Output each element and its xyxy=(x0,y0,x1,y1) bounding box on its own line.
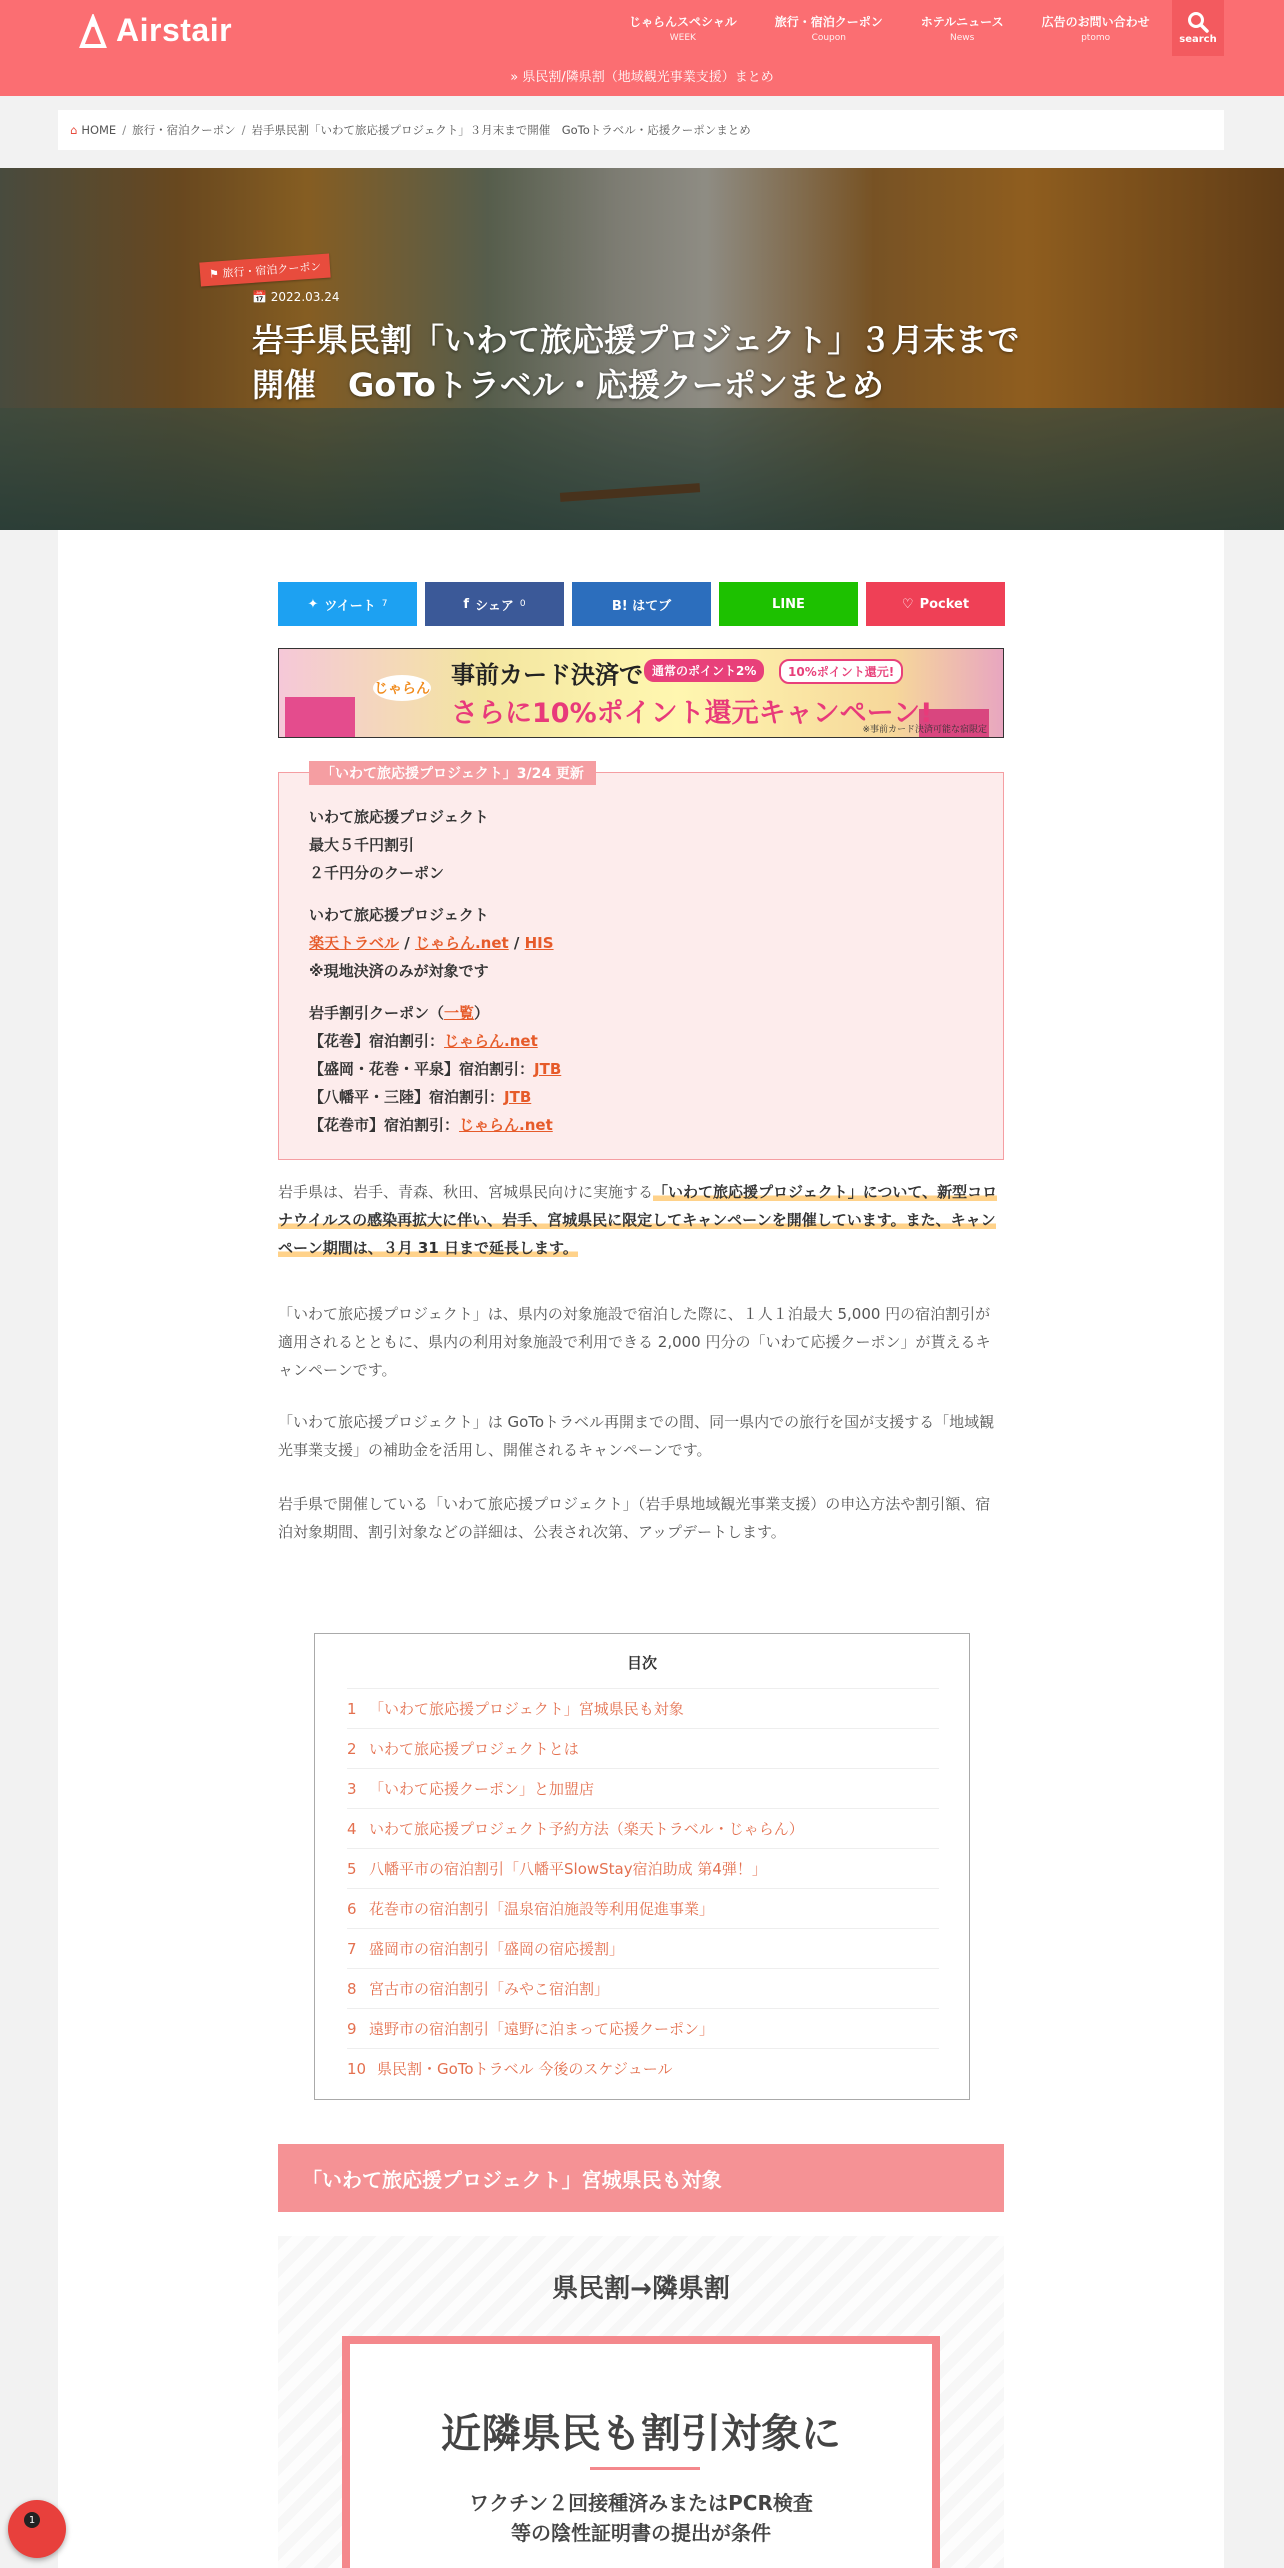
toc-text: 遠野市の宿泊割引「遠野に泊まって応援クーポン」 xyxy=(369,2020,715,2038)
hanamaki-city-jalan-link[interactable]: じゃらん.net xyxy=(459,1116,553,1134)
banner-note: ※事前カード決済可能な宿限定 xyxy=(862,725,987,735)
nav-item-ad-contact[interactable] xyxy=(1023,0,1169,56)
toc-item[interactable] xyxy=(347,1768,939,1808)
nav-label: 広告のお問い合わせ xyxy=(1041,15,1150,29)
paragraph-text: 岩手県は、岩手、青森、秋田、宮城県民向けに実施する xyxy=(278,1183,654,1201)
toc-number: 2 xyxy=(347,1739,357,1758)
search-label: search xyxy=(1179,34,1217,45)
toc-item[interactable] xyxy=(347,1728,939,1768)
toc-list xyxy=(347,1688,939,2088)
toc-item[interactable] xyxy=(347,1928,939,1968)
toc-number: 9 xyxy=(347,2019,357,2038)
toc-number: 8 xyxy=(347,1979,357,1998)
notice-text: 【盛岡・花巻・平泉】宿泊割引： xyxy=(309,1060,535,1078)
rakuten-travel-link[interactable]: 楽天トラベル xyxy=(309,934,400,952)
toc-number: 5 xyxy=(347,1859,357,1878)
notice-text: 最大５千円割引 xyxy=(309,836,415,854)
toc-number: 1 xyxy=(347,1699,357,1718)
section-heading: 「いわて旅応援プロジェクト」宮城県民も対象 xyxy=(278,2144,1004,2212)
main-nav xyxy=(610,0,1169,56)
breadcrumb-category[interactable]: 旅行・宿泊クーポン xyxy=(132,123,236,137)
toc-number: 3 xyxy=(347,1779,357,1798)
toc-text: 八幡平市の宿泊割引「八幡平SlowStay宿泊助成 第4弾！」 xyxy=(369,1860,767,1878)
toc-text: 「いわて旅応援プロジェクト」宮城県民も対象 xyxy=(369,1700,684,1718)
toc-item[interactable] xyxy=(347,1848,939,1888)
toc-text: 県民割・GoToトラベル 今後のスケジュール xyxy=(377,2060,673,2078)
promo-headline: 近隣県民も割引対象に xyxy=(441,2411,841,2457)
nav-sublabel: News xyxy=(950,33,975,43)
notification-count: 1 xyxy=(24,2512,40,2528)
notice-text: いわて旅応援プロジェクト xyxy=(309,906,489,924)
morioka-jtb-link[interactable]: JTB xyxy=(534,1060,562,1078)
promo-title: 県民割→隣県割 xyxy=(552,2274,730,2304)
toc-title: 目次 xyxy=(626,1654,657,1672)
hanamaki-jalan-link[interactable]: じゃらん.net xyxy=(444,1032,538,1050)
folder-icon: ⚑ xyxy=(208,267,220,281)
jalan-campaign-banner[interactable] xyxy=(278,648,1004,738)
notice-body: いわて旅応援プロジェクト 最大５千円割引 ２千円分のクーポン いわて旅応援プロジェクト 楽天トラベル / じゃらん.net / HIS ※現地決済のみが対象です 岩手割引クーポン（一覧） 【花巻】宿泊割引：じゃらん.net 【盛岡・花巻・平泉】宿泊割引：JTB 【八幡平・三陸】宿泊割引：JTB 【花巻市】宿泊割引：じゃらん.net xyxy=(309,808,562,1134)
nav-label: 旅行・宿泊クーポン xyxy=(774,15,883,29)
toc-number: 6 xyxy=(347,1899,357,1918)
breadcrumb-separator: / xyxy=(241,123,246,137)
facebook-label: シェア xyxy=(475,598,514,614)
intro-paragraph xyxy=(278,1178,1004,1262)
coupon-list-link[interactable]: 一覧 xyxy=(444,1004,475,1022)
breadcrumb-current: 岩手県民割「いわて旅応援プロジェクト」３月末まで開催 GoToトラベル・応援クーポンまとめ xyxy=(251,123,751,137)
toc-text: いわて旅応援プロジェクト予約方法（楽天トラベル・じゃらん） xyxy=(369,1820,804,1838)
notice-text: 【花巻市】宿泊割引： xyxy=(309,1116,460,1134)
notice-text: ） xyxy=(474,1004,490,1022)
nav-sublabel: Coupon xyxy=(811,33,846,43)
promo-divider xyxy=(590,2467,700,2470)
tweet-label: ツイート xyxy=(324,598,376,614)
nav-item-hotel-news[interactable] xyxy=(902,0,1023,56)
promo-subtext-line: 等の陰性証明書の提出が条件 xyxy=(511,2521,771,2545)
pocket-icon: ♡ xyxy=(901,596,914,612)
nav-sublabel: WEEK xyxy=(669,33,696,43)
toc-item[interactable] xyxy=(347,2048,939,2088)
promo-box xyxy=(342,2336,940,2568)
breadcrumb-home[interactable]: HOME xyxy=(81,123,117,137)
banner-building xyxy=(285,697,355,737)
body-paragraph: 「いわて旅応援プロジェクト」は GoToトラベル再開までの間、同一県内での旅行を国が支援する「地域観光事業支援」の補助金を活用し、開催されるキャンペーンです。 xyxy=(278,1413,995,1459)
line-share-button[interactable] xyxy=(719,582,858,626)
nav-item-jalan-special[interactable] xyxy=(610,0,756,56)
toc-item[interactable] xyxy=(347,1688,939,1728)
toc-number: 7 xyxy=(347,1939,357,1958)
body-paragraph: 「いわて旅応援プロジェクト」は、県内の対象施設で宿泊した際に、１人１泊最大 5,000 円の宿泊割引が適用されるとともに、県内の利用対象施設で利用できる 2,000 円分の「いわて応援クーポン」が貰えるキャンペーンです。 xyxy=(278,1305,991,1379)
notice-text: ※現地決済のみが対象です xyxy=(309,962,489,980)
table-of-contents xyxy=(314,1633,970,2100)
promo-subtext-line: ワクチン２回接種済みまたはPCR検査 xyxy=(469,2491,813,2515)
share-buttons xyxy=(278,582,1005,626)
notice-text: 【八幡平・三陸】宿泊割引： xyxy=(309,1088,505,1106)
line-label: LINE xyxy=(772,596,805,612)
category-tag-label: 旅行・宿泊クーポン xyxy=(222,260,322,280)
toc-item[interactable] xyxy=(347,2008,939,2048)
nav-sublabel: ptomo xyxy=(1081,33,1111,43)
toc-text: 「いわて応援クーポン」と加盟店 xyxy=(369,1780,595,1798)
toc-text: 花巻市の宿泊割引「温泉宿泊施設等利用促進事業」 xyxy=(369,1900,715,1918)
notice-text: 【花巻】宿泊割引： xyxy=(309,1032,445,1050)
search-button[interactable] xyxy=(1172,0,1224,56)
nav-item-coupon[interactable] xyxy=(756,0,902,56)
nav-label: ホテルニュース xyxy=(920,15,1004,29)
notice-label: 「いわて旅応援プロジェクト」3/24 更新 xyxy=(309,761,596,785)
toc-text: いわて旅応援プロジェクトとは xyxy=(369,1740,579,1758)
nav-label: じゃらんスペシャル xyxy=(629,15,737,29)
his-link[interactable]: HIS xyxy=(524,934,554,952)
post-date xyxy=(252,290,340,304)
pocket-button[interactable] xyxy=(866,582,1005,626)
banner-pill-normal: 通常のポイント2% xyxy=(644,659,764,682)
body-paragraph: 岩手県で開催している「いわて旅応援プロジェクト」（岩手県地域観光事業支援）の申込方法や割引額、宿泊対象期間、割引対象などの詳細は、公表され次第、アップデートします。 xyxy=(278,1495,991,1541)
subnav-link[interactable]: » 県民割/隣県割（地域観光事業支援）まとめ xyxy=(510,70,774,85)
facebook-count: 0 xyxy=(519,599,526,609)
hachimantai-jtb-link[interactable]: JTB xyxy=(504,1088,532,1106)
twitter-icon: ✦ xyxy=(307,596,319,612)
toc-text: 宮古市の宿泊割引「みやこ宿泊割」 xyxy=(369,1980,610,1998)
toc-number: 10 xyxy=(347,2059,367,2078)
toc-item[interactable] xyxy=(347,1808,939,1848)
toc-text: 盛岡市の宿泊割引「盛岡の宿応援割」 xyxy=(369,1940,625,1958)
notification-bell-button[interactable] xyxy=(8,2500,66,2558)
site-header xyxy=(0,0,1284,96)
tweet-button[interactable] xyxy=(278,582,417,626)
promo-image xyxy=(278,2236,1004,2568)
banner-pill-bonus: 10%ポイント還元! xyxy=(779,659,903,684)
toc-item[interactable] xyxy=(347,1968,939,2008)
breadcrumb xyxy=(58,110,1224,150)
pocket-label: Pocket xyxy=(919,596,970,612)
notice-text: ２千円分のクーポン xyxy=(309,864,445,882)
facebook-share-button[interactable] xyxy=(425,582,564,626)
jalan-link[interactable]: じゃらん.net xyxy=(414,934,509,952)
hatena-bookmark-button[interactable] xyxy=(572,582,711,626)
home-icon: ⌂ xyxy=(70,123,78,137)
logo-icon xyxy=(78,14,108,48)
jalan-logo: じゃらん xyxy=(373,675,431,701)
breadcrumb-separator: / xyxy=(122,123,127,137)
calendar-icon: 📅 xyxy=(252,290,267,304)
banner-line1: 事前カード決済で xyxy=(451,661,643,689)
notice-text: 岩手割引クーポン（ xyxy=(309,1004,445,1022)
post-title: 岩手県民割「いわて旅応援プロジェクト」３月末まで開催 GoToトラベル・応援クーポンまとめ xyxy=(252,321,1020,404)
toc-item[interactable] xyxy=(347,1888,939,1928)
post-date-text: 2022.03.24 xyxy=(270,290,340,304)
notice-text: いわて旅応援プロジェクト xyxy=(309,808,489,826)
highlighted-text: 「いわて旅応援プロジェクト」について、新型コロナウイルスの感染再拡大に伴い、岩手、宮城県民に限定してキャンペーンを開催しています。また、キャンペーン期間は、３月 31 日まで延長します。 xyxy=(278,1183,998,1257)
search-icon xyxy=(1187,11,1209,33)
facebook-icon: f xyxy=(463,596,470,612)
tweet-count: 7 xyxy=(381,599,388,609)
update-notice-box xyxy=(278,766,1004,1160)
logo-text: Airstair xyxy=(116,12,233,48)
toc-number: 4 xyxy=(347,1819,357,1838)
hatena-label: B! はてブ xyxy=(611,598,672,614)
site-logo[interactable] xyxy=(78,12,232,49)
banner-line2: さらに10%ポイント還元キャンペーン! xyxy=(451,698,933,729)
promo-subtext xyxy=(350,2488,932,2548)
